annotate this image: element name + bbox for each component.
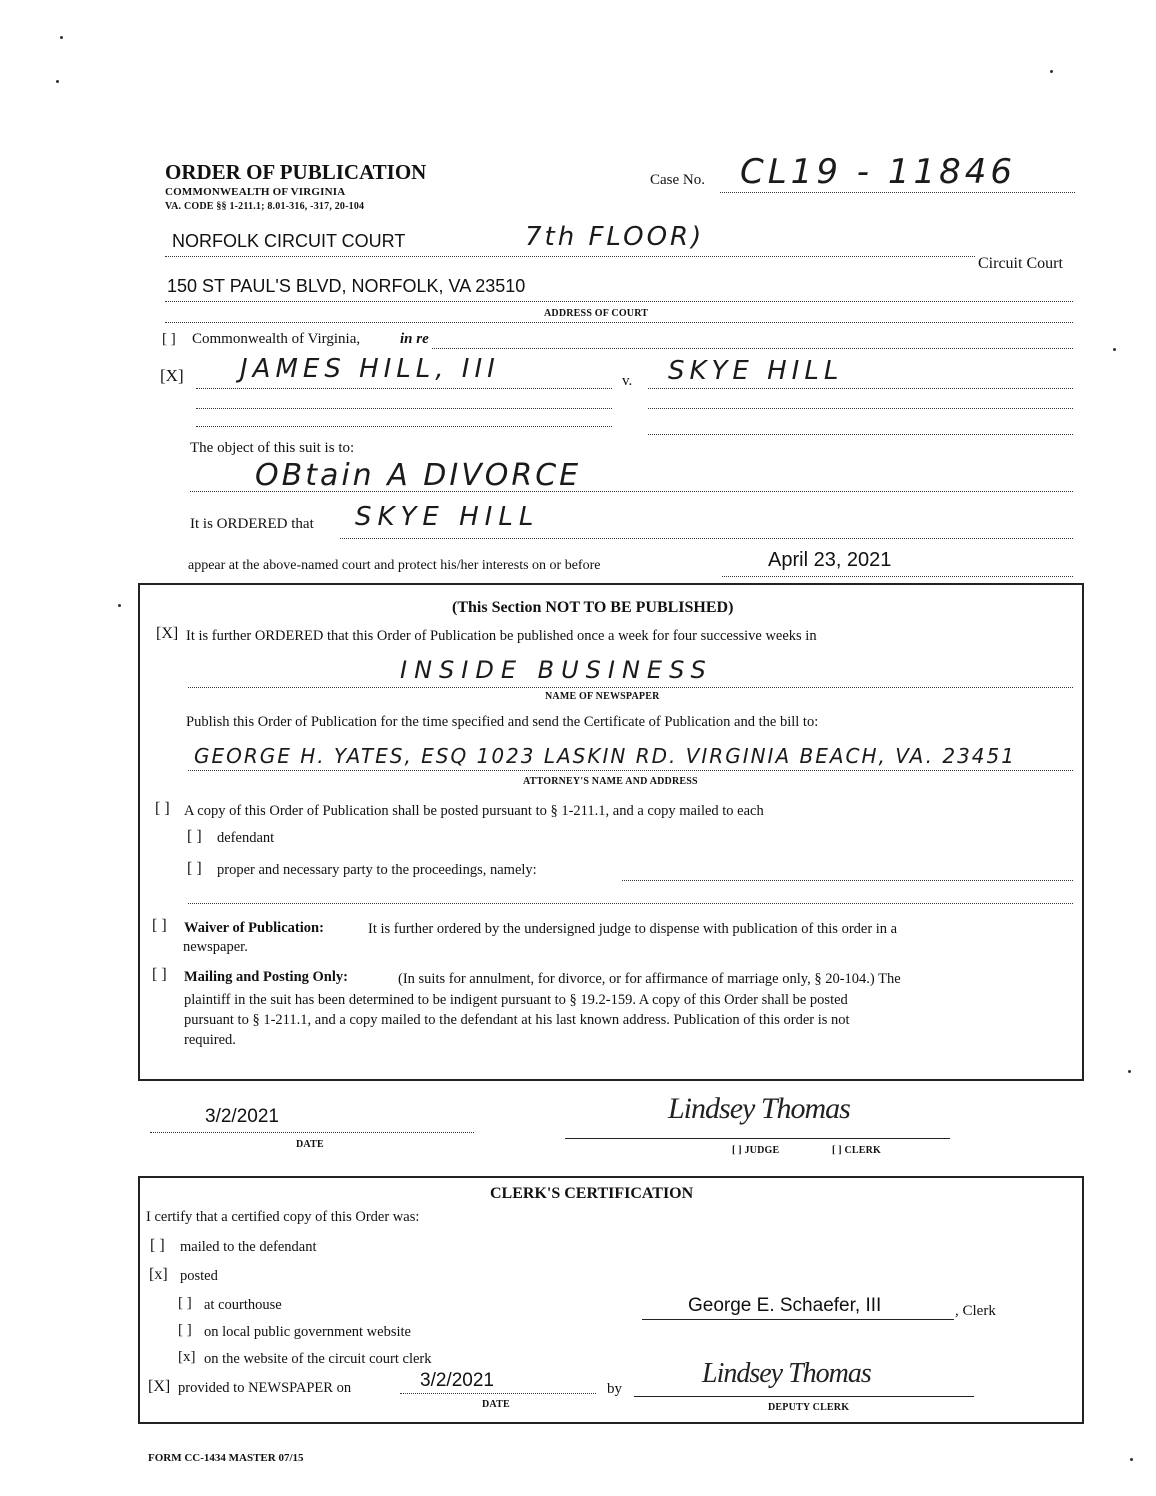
party-label: proper and necessary party to the proceedings, namely: [217, 862, 537, 878]
courthouse-checkbox[interactable]: [ ] [178, 1295, 192, 1311]
waiver-text-2: newspaper. [183, 939, 248, 955]
posted-cert-checkbox[interactable]: [x] [149, 1266, 168, 1283]
newspaper-provided-date-line [400, 1393, 596, 1394]
newspaper-name: INSIDE BUSINESS [400, 656, 713, 684]
deputy-signature-line [634, 1396, 974, 1397]
posted-text: A copy of this Order of Publication shall be posted pursuant to § 1-211.1, and a copy mailed to each [184, 803, 764, 819]
ordered-label: It is ORDERED that [190, 516, 314, 532]
attorney-line [188, 770, 1073, 771]
deputy-signature: Lindsey Thomas [702, 1358, 871, 1389]
clerk-website-label: on the website of the circuit court clerk [204, 1351, 432, 1367]
signature-date: 3/2/2021 [205, 1106, 279, 1127]
defendant-line-2 [648, 408, 1073, 409]
waiver-label: Waiver of Publication: [184, 920, 324, 936]
defendant-name: SKYE HILL [668, 356, 844, 386]
court-address-line-2 [165, 322, 1073, 323]
clerk-suffix: , Clerk [955, 1303, 996, 1319]
address-caption: ADDRESS OF COURT [544, 308, 649, 319]
plaintiff-line [196, 388, 612, 389]
judge-signature-line [565, 1138, 950, 1139]
form-number: FORM CC-1434 MASTER 07/15 [148, 1452, 304, 1464]
commonwealth-label: Commonwealth of Virginia, [192, 331, 361, 347]
unpublished-heading: (This Section NOT TO BE PUBLISHED) [452, 599, 734, 616]
scan-speck [118, 604, 121, 607]
certification-heading: CLERK'S CERTIFICATION [490, 1185, 694, 1202]
court-name: NORFOLK CIRCUIT COURT [172, 231, 406, 251]
newspaper-provided-date: 3/2/2021 [420, 1370, 494, 1391]
plaintiff-name: JAMES HILL, III [240, 354, 500, 384]
defendant-line-3 [648, 434, 1073, 435]
scan-speck [1128, 1070, 1131, 1073]
va-code-line: VA. CODE §§ 1-211.1; 8.01-316, -317, 20-104 [165, 201, 365, 212]
certification-intro: I certify that a certified copy of this Order was: [146, 1209, 420, 1225]
object-line [190, 491, 1073, 492]
case-no-label: Case No. [650, 172, 705, 188]
scan-speck [56, 80, 59, 83]
form-title: ORDER OF PUBLICATION [165, 160, 427, 184]
defendant-label: defendant [217, 830, 275, 846]
mailed-label: mailed to the defendant [180, 1239, 317, 1255]
signature-date-caption: DATE [296, 1139, 324, 1150]
deputy-caption: DEPUTY CLERK [768, 1402, 850, 1413]
party-line [622, 880, 1073, 881]
party-line-2 [188, 903, 1073, 904]
commonwealth-checkbox[interactable]: [ ] [162, 331, 176, 347]
plaintiff-line-2 [196, 408, 612, 409]
appear-date-line [722, 576, 1073, 577]
clerk-name-line [642, 1319, 954, 1320]
court-name-line [165, 256, 975, 257]
object-label: The object of this suit is to: [190, 440, 355, 456]
scan-speck [1050, 70, 1053, 73]
waiver-checkbox[interactable]: [ ] [152, 917, 167, 934]
case-checkbox[interactable]: [X] [160, 366, 184, 385]
in-re-label: in re [400, 331, 429, 347]
appear-date: April 23, 2021 [768, 549, 892, 571]
mailing-line-1: (In suits for annulment, for divorce, or for affirmance of marriage only, § 20-104.) The [398, 971, 901, 987]
object-value: OBtain A DIVORCE [255, 458, 582, 493]
scan-speck [1113, 348, 1116, 351]
case-no-line [720, 192, 1075, 193]
versus-label: v. [622, 373, 633, 389]
circuit-court-label: Circuit Court [978, 255, 1063, 272]
court-address-line [165, 301, 1073, 302]
clerk-checkbox-label[interactable]: [ ] CLERK [832, 1145, 882, 1156]
ordered-line [340, 538, 1073, 539]
send-text: Publish this Order of Publication for the time specified and send the Certificate of Publication and the bill to: [186, 714, 819, 730]
judge-signature: Lindsey Thomas [668, 1092, 850, 1125]
newspaper-line [188, 687, 1073, 688]
defendant-line [648, 388, 1073, 389]
mailing-checkbox[interactable]: [ ] [152, 966, 167, 983]
newspaper-provided-date-caption: DATE [482, 1399, 510, 1410]
mailing-label: Mailing and Posting Only: [184, 969, 348, 985]
newspaper-provided-checkbox[interactable]: [X] [148, 1378, 171, 1395]
clerk-name: George E. Schaefer, III [688, 1295, 882, 1316]
judge-checkbox-label[interactable]: [ ] JUDGE [732, 1145, 780, 1156]
plaintiff-line-3 [196, 426, 612, 427]
ordered-value: SKYE HILL [355, 502, 540, 532]
in-re-line [432, 348, 1073, 349]
commonwealth-line: COMMONWEALTH OF VIRGINIA [165, 186, 346, 198]
court-address: 150 ST PAUL'S BLVD, NORFOLK, VA 23510 [167, 276, 526, 296]
gov-website-label: on local public government website [204, 1324, 411, 1340]
mailing-line-4: required. [184, 1032, 236, 1048]
by-label: by [607, 1381, 622, 1397]
courthouse-label: at courthouse [204, 1297, 282, 1313]
gov-website-checkbox[interactable]: [ ] [178, 1322, 192, 1338]
defendant-checkbox[interactable]: [ ] [187, 828, 202, 845]
attorney-info: GEORGE H. YATES, ESQ 1023 LASKIN RD. VIRGINIA BEACH, VA. 23451 [194, 744, 1016, 768]
mailing-line-2: plaintiff in the suit has been determined to be indigent pursuant to § 19.2-159. A copy of this Order shall be posted [184, 992, 848, 1008]
scan-speck [1130, 1458, 1133, 1461]
waiver-text: It is further ordered by the undersigned judge to dispense with publication of this order in a [368, 921, 898, 937]
newspaper-provided-label: provided to NEWSPAPER on [178, 1380, 352, 1396]
appear-text: appear at the above-named court and protect his/her interests on or before [188, 558, 601, 573]
scan-speck [60, 36, 63, 39]
attorney-caption: ATTORNEY'S NAME AND ADDRESS [523, 776, 698, 787]
party-checkbox[interactable]: [ ] [187, 860, 202, 877]
publish-text: It is further ORDERED that this Order of Publication be published once a week for four successive weeks in [186, 628, 817, 644]
newspaper-caption: NAME OF NEWSPAPER [545, 691, 660, 702]
signature-date-line [150, 1132, 474, 1133]
court-floor-note: 7th FLOOR) [525, 222, 705, 252]
clerk-website-checkbox[interactable]: [x] [178, 1349, 196, 1365]
publish-checkbox[interactable]: [X] [156, 625, 179, 642]
case-no-value: CL19 - 11846 [740, 152, 1016, 192]
posted-cert-label: posted [180, 1268, 218, 1284]
posted-checkbox[interactable]: [ ] [155, 800, 170, 817]
mailing-line-3: pursuant to § 1-211.1, and a copy mailed to the defendant at his last known address. Publication of this order is not [184, 1012, 850, 1028]
mailed-checkbox[interactable]: [ ] [150, 1237, 165, 1254]
